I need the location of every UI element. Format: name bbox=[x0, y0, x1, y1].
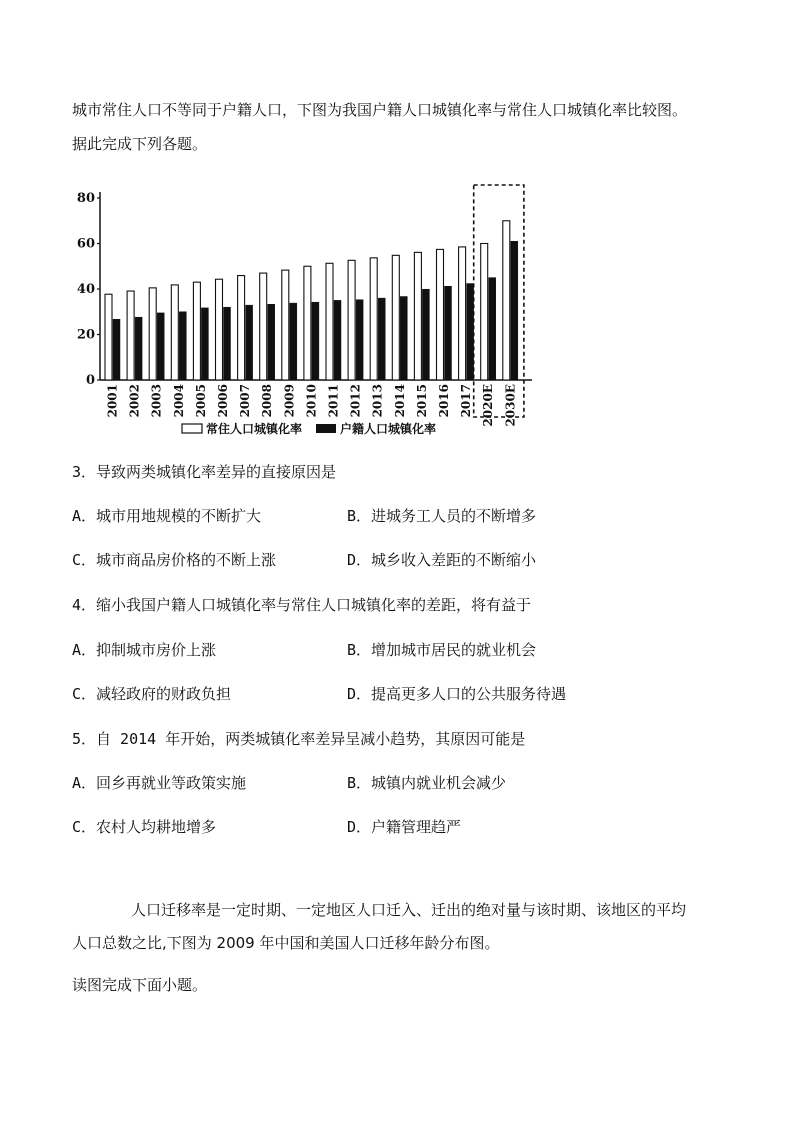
legend-label-resident: 常住人口城镇化率 bbox=[206, 422, 303, 436]
question-4-option-a: A．抑制城市房价上涨 bbox=[72, 641, 217, 659]
x-axis-labels bbox=[106, 384, 518, 427]
y-tick-label: 0 bbox=[85, 373, 95, 388]
legend-label-registered: 户籍人口城镇化率 bbox=[340, 422, 437, 436]
bar-resident bbox=[304, 266, 311, 380]
bar-registered bbox=[445, 286, 452, 380]
bar-registered bbox=[467, 284, 474, 380]
bar-resident bbox=[282, 270, 289, 380]
bar-resident bbox=[260, 273, 267, 380]
bar-resident bbox=[171, 285, 178, 380]
x-tick-label: 2005 bbox=[193, 384, 208, 418]
bar-resident bbox=[481, 244, 488, 381]
bar-resident bbox=[503, 221, 510, 380]
bar-registered bbox=[422, 289, 429, 380]
legend-swatch-registered bbox=[316, 424, 336, 433]
bar-resident bbox=[127, 291, 134, 380]
passage-2-line-3: 读图完成下面小题。 bbox=[72, 976, 208, 994]
question-4-option-d: D．提高更多人口的公共服务待遇 bbox=[347, 685, 567, 703]
x-tick-label: 2003 bbox=[149, 384, 164, 418]
bar-registered bbox=[268, 304, 275, 380]
question-4-option-b: B．增加城市居民的就业机会 bbox=[347, 641, 537, 659]
x-tick-label: 2007 bbox=[238, 384, 253, 418]
question-5-stem: 5．自 2014 年开始，两类城镇化率差异呈减小趋势，其原因可能是 bbox=[72, 730, 526, 748]
bar-resident bbox=[370, 258, 377, 380]
bar-registered bbox=[400, 297, 407, 380]
intro-line-2: 据此完成下列各题。 bbox=[72, 135, 208, 153]
question-4-stem: 4．缩小我国户籍人口城镇化率与常住人口城镇化率的差距，将有益于 bbox=[72, 596, 532, 614]
x-tick-label: 2017 bbox=[459, 384, 474, 418]
bar-registered bbox=[224, 307, 231, 380]
x-tick-label: 2013 bbox=[370, 384, 385, 418]
bar-resident bbox=[216, 279, 223, 380]
bar-registered bbox=[135, 317, 142, 380]
bar-registered bbox=[246, 305, 253, 380]
x-tick-label: 2008 bbox=[260, 384, 275, 418]
bar-resident bbox=[348, 260, 355, 380]
passage-2-line-1: 人口迁移率是一定时期、一定地区人口迁入、迁出的绝对量与该时期、该地区的平均 bbox=[131, 901, 687, 919]
bar-resident bbox=[193, 282, 200, 380]
intro-line-1: 城市常住人口不等同于户籍人口，下图为我国户籍人口城镇化率与常住人口城镇化率比较图。 bbox=[72, 101, 688, 119]
x-tick-label: 2006 bbox=[216, 384, 230, 418]
question-3-option-b: B．进城务工人员的不断增多 bbox=[347, 507, 537, 525]
question-3-option-a: A．城市用地规模的不断扩大 bbox=[72, 507, 262, 525]
bar-resident bbox=[437, 249, 444, 380]
legend-swatch-resident bbox=[182, 424, 202, 433]
bar-registered bbox=[113, 319, 120, 380]
urbanization-bar-chart bbox=[70, 180, 550, 440]
x-tick-label: 2030E bbox=[503, 384, 518, 427]
bar-resident bbox=[238, 276, 245, 380]
passage-2-line-2: 人口总数之比,下图为 2009 年中国和美国人口迁移年龄分布图。 bbox=[72, 934, 500, 952]
x-tick-label: 2014 bbox=[392, 384, 407, 418]
question-3-stem: 3．导致两类城镇化率差异的直接原因是 bbox=[72, 463, 337, 481]
bar-resident bbox=[414, 252, 421, 380]
bar-registered bbox=[290, 303, 297, 380]
bar-registered bbox=[489, 278, 496, 380]
question-5-option-a: A．回乡再就业等政策实施 bbox=[72, 774, 247, 792]
x-tick-label: 2015 bbox=[414, 384, 429, 418]
bar-registered bbox=[157, 313, 164, 380]
bar-resident bbox=[326, 263, 333, 380]
bar-resident bbox=[392, 255, 399, 380]
x-tick-label: 2001 bbox=[105, 384, 120, 418]
bars bbox=[105, 221, 518, 380]
bar-registered bbox=[334, 300, 341, 380]
y-tick-label: 80 bbox=[76, 191, 95, 206]
x-tick-label: 2016 bbox=[437, 384, 451, 418]
x-tick-label: 2011 bbox=[326, 384, 341, 418]
question-5-option-c: C．农村人均耕地增多 bbox=[72, 818, 217, 836]
x-tick-label: 2009 bbox=[282, 384, 297, 418]
question-4-option-c: C．减轻政府的财政负担 bbox=[72, 685, 232, 703]
legend bbox=[182, 421, 436, 436]
question-3-option-c: C．城市商品房价格的不断上涨 bbox=[72, 551, 277, 569]
y-tick-label: 40 bbox=[76, 282, 95, 297]
bar-registered bbox=[201, 308, 208, 380]
question-3-option-d: D．城乡收入差距的不断缩小 bbox=[347, 551, 537, 569]
bar-resident bbox=[105, 294, 112, 380]
bar-resident bbox=[149, 288, 156, 380]
bar-registered bbox=[378, 298, 385, 380]
x-tick-label: 2004 bbox=[171, 384, 186, 418]
x-tick-label: 2002 bbox=[127, 384, 142, 418]
y-tick-label: 60 bbox=[76, 236, 95, 252]
question-5-option-b: B．城镇内就业机会减少 bbox=[347, 774, 507, 792]
bar-registered bbox=[179, 312, 186, 380]
question-5-option-d: D．户籍管理趋严 bbox=[347, 818, 462, 836]
x-tick-label: 2010 bbox=[304, 384, 319, 418]
x-tick-label: 2012 bbox=[348, 384, 363, 418]
bar-registered bbox=[356, 300, 363, 380]
x-tick-label: 2020E bbox=[481, 384, 496, 427]
bar-registered bbox=[312, 302, 319, 380]
y-tick-label: 20 bbox=[76, 327, 95, 343]
bar-registered bbox=[511, 241, 518, 380]
bar-resident bbox=[459, 247, 466, 380]
